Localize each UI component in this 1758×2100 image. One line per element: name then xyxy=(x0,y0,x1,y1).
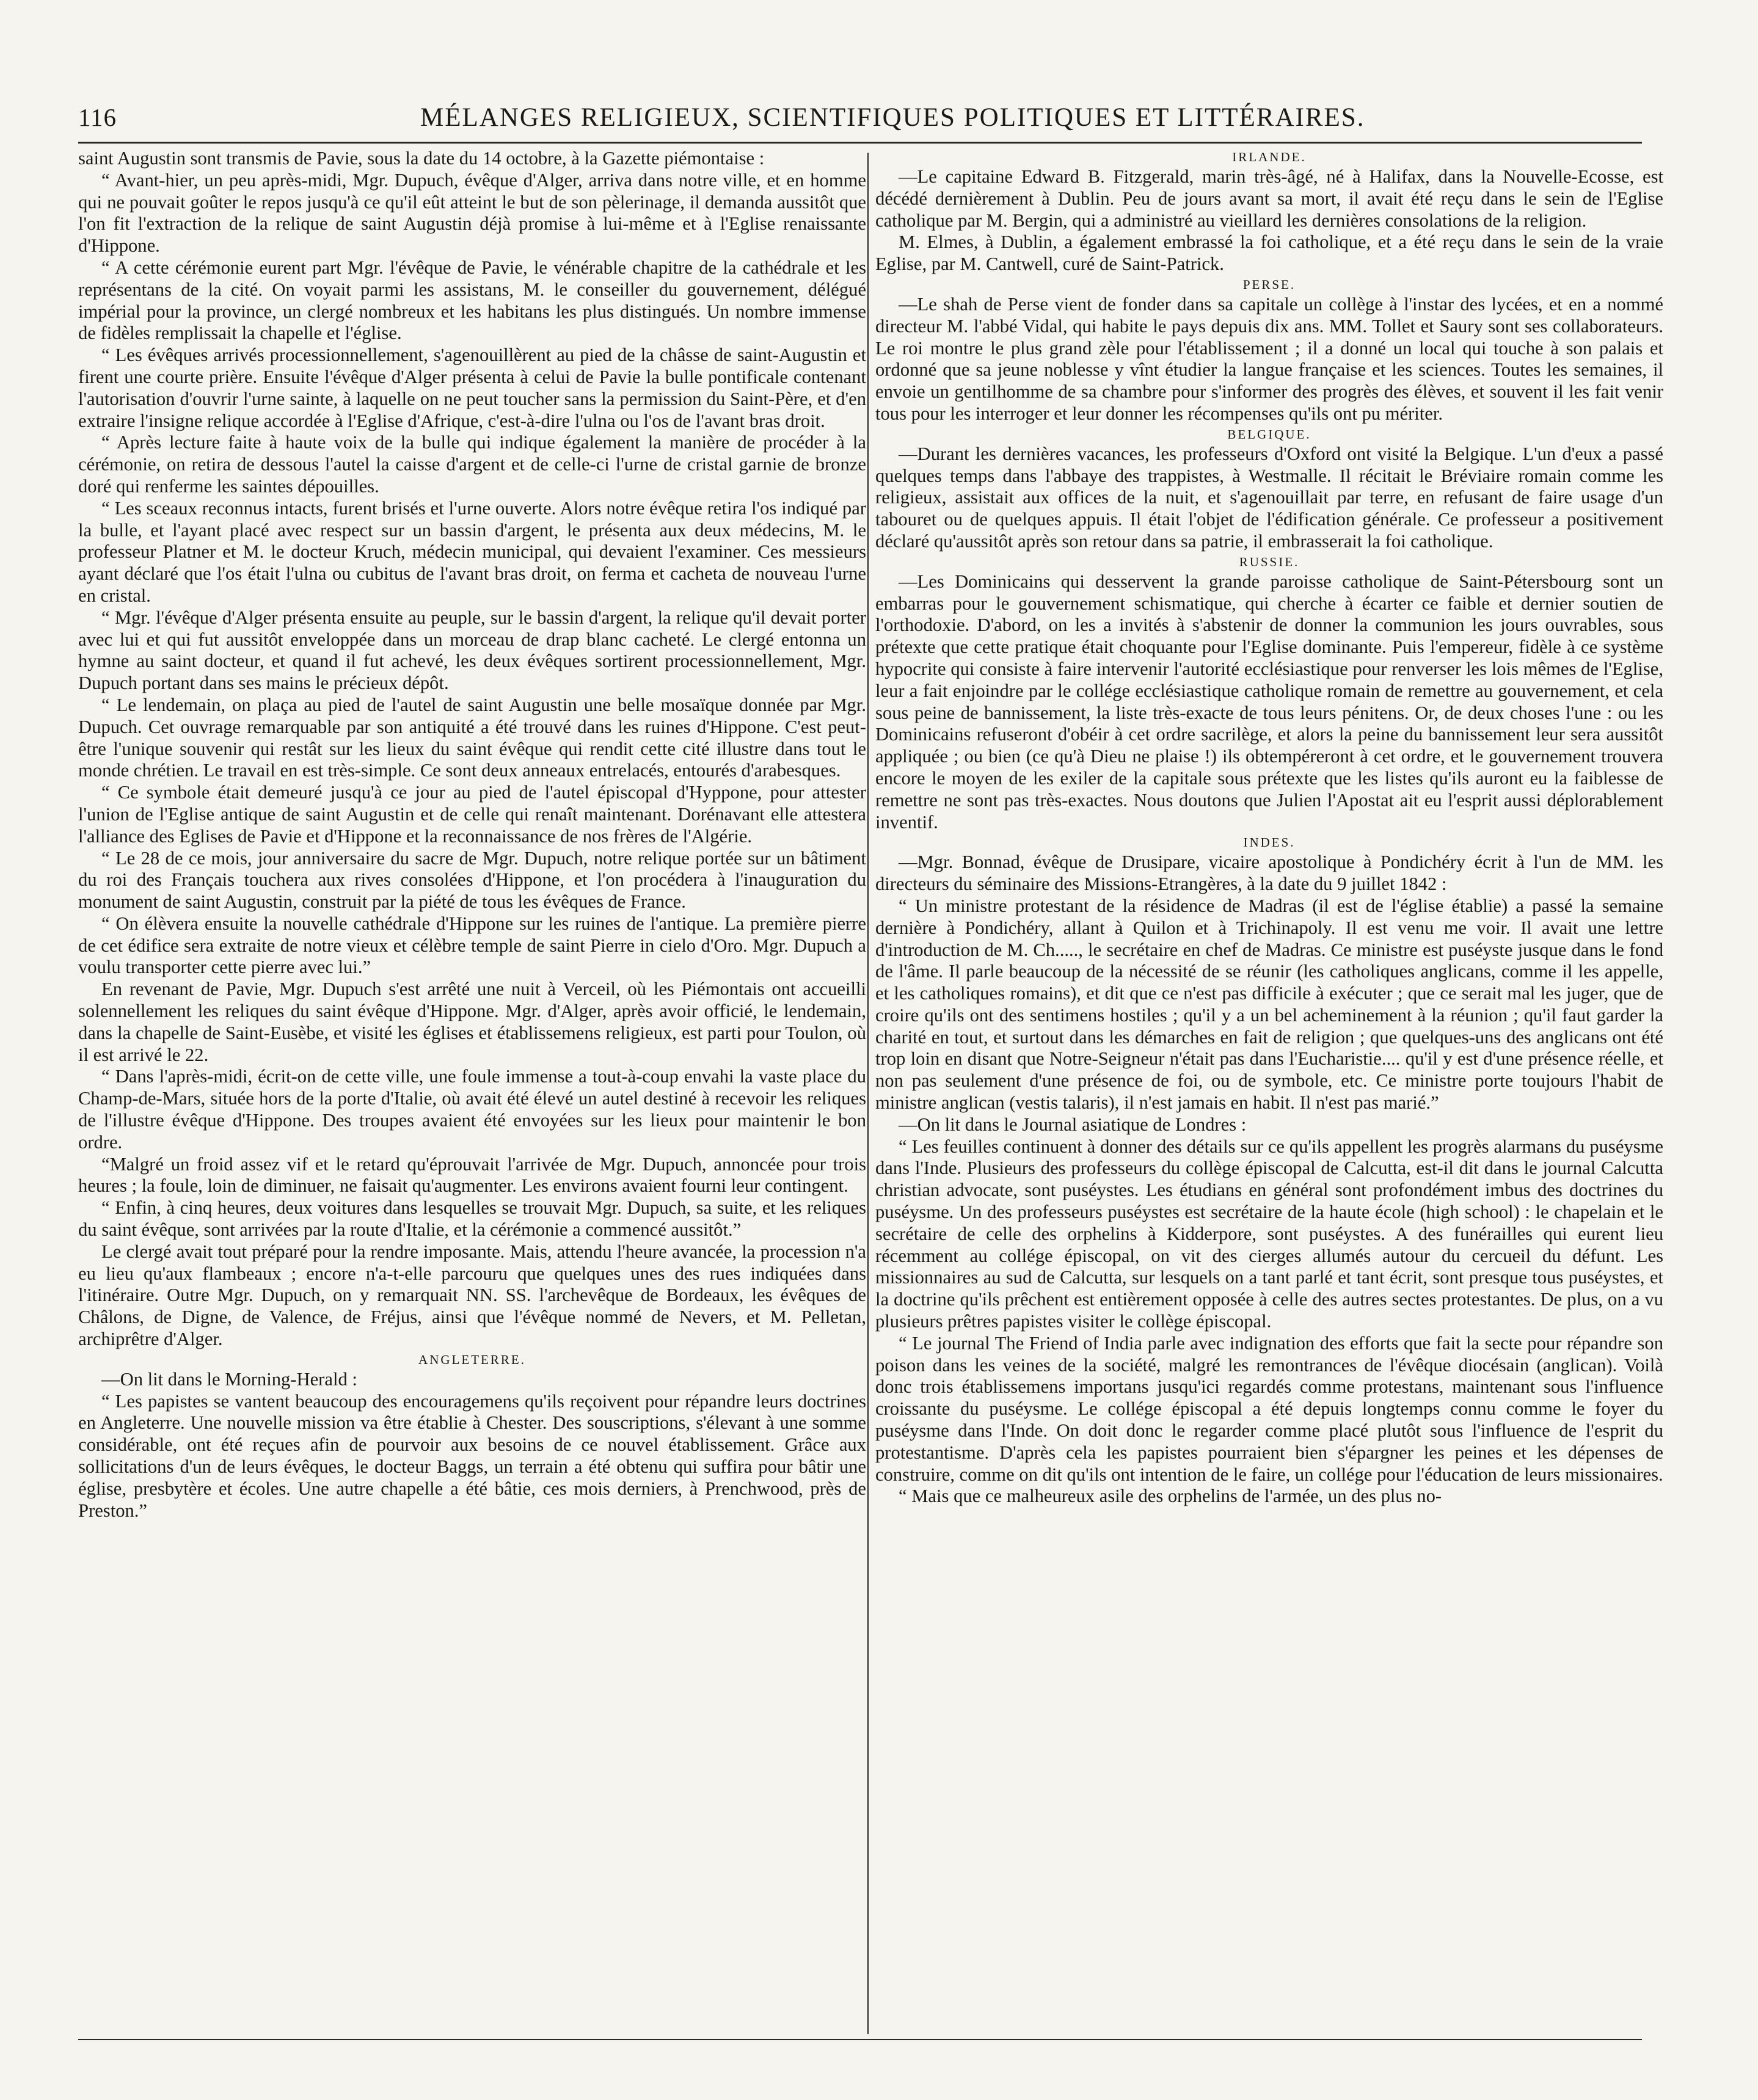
paragraph: “ Le 28 de ce mois, jour anniversaire du sacre de Mgr. Dupuch, notre relique portée sur un bâtiment du roi des Français touchera aux rives consolées d'Hippone, et l'on procédera à l'inauguration du monument de saint Augustin, construit par la piété de tous les évêques de France. xyxy=(78,847,866,913)
paragraph: —Les Dominicains qui desservent la grande paroisse catholique de Saint-Pétersbourg sont un embarras pour le gouvernement schismatique, qui cherche à écarter ce faible et dernier soutien de l'orthodoxie. D'abord, on les a invités à s'abstenir de donner la communion les jours ouvrables, sous prétexte que cette pratique était choquante pour l'Eglise dominante. Puis l'empereur, fidèle à ce système hypocrite qui consiste à faire intervenir l'autorité ecclésiastique pour renverser les lois mêmes de l'Eglise, leur a fait enjoindre par le collége ecclésiastique catholique romain de remettre au gouvernement, et cela sous peine de bannissement, la liste très-exacte de tous leurs pénitens. Or, de deux choses l'une : ou les Dominicains refuseront d'obéir à cet ordre sacrilège, et alors la peine du bannissement leur sera aussitôt appliquée ; ou bien (ce qu'à Dieu ne plaise !) ils obtempéreront à cet ordre, et le gouvernement trouvera encore le moyen de les exiler de la capitale sous prétexte que les listes qu'ils auront eu la faiblesse de remettre ne sont pas très-exactes. Nous doutons que Julien l'Apostat ait eu l'esprit aussi déplorablement inventif. xyxy=(875,571,1663,833)
paragraph: “ Mais que ce malheureux asile des orphelins de l'armée, un des plus no- xyxy=(899,1486,1442,1507)
paragraph: “ Dans l'après-midi, écrit-on de cette ville, une foule immense a tout-à-coup envahi la vaste place du Champ-de-Mars, située hors de la porte d'Italie, où avait été élevé un autel destiné à recevoir les reliques de l'illustre évêque d'Hippone. Des troupes avaient été envoyées sur les lieux pour maintenir le bon ordre. xyxy=(78,1066,866,1153)
paragraph: “ On élèvera ensuite la nouvelle cathédrale d'Hippone sur les ruines de l'antique. La première pierre de cet édifice sera extraite de notre vieux et célèbre temple de saint Pierre in cielo d'Oro. Mgr. Dupuch a voulu transporter cette pierre avec lui.” xyxy=(78,913,866,978)
paragraph: “ Un ministre protestant de la résidence de Madras (il est de l'église établie) a passé la semaine dernière à Pondichéry, allant à Quilon et à Trichinapoly. Il est venu me voir. Il avait une lettre d'introduction de M. Ch....., le secrétaire en chef de Madras. Ce ministre est puséyste jusque dans le fond de l'âme. Il parle beaucoup de la nécessité de se réunir (les catholiques anglicans, comme il les appelle, et les catholiques romains), et dit que ce n'est pas difficile à exécuter ; que ce serait mal les juger, que de croire qu'ils ont des sentimens hostiles ; qu'il y a un bel acheminement à la réunion ; qu'il faut garder la charité en tout, et surtout dans les démarches en fait de religion ; que quelques-uns des anglicans ont été trop loin en disant que Notre-Seigneur n'était pas dans l'Eucharistie.... qu'il y est d'une présence réelle, et non pas seulement d'une présence de foi, ou de symbole, etc. Ce ministre porte toujours l'habit de ministre anglican (vestis talaris), il n'est jamais en habit. Il n'est pas marié.” xyxy=(875,895,1663,1114)
left-column xyxy=(78,148,866,2035)
page-header xyxy=(78,103,1642,139)
paragraph: —On lit dans le Morning-Herald : xyxy=(101,1368,357,1390)
paragraph: Le clergé avait tout préparé pour la rendre imposante. Mais, attendu l'heure avancée, la procession n'a eu lieu qu'aux flambeaux ; encore n'a-t-elle parcouru que quelques unes des rues indiquées dans l'itinéraire. Outre Mgr. Dupuch, on y remarquait NN. SS. l'archevêque de Bordeaux, les évêques de Châlons, de Digne, de Valence, de Fréjus, ainsi que l'évêque nommé de Nevers, et M. Pelletan, archiprêtre d'Alger. xyxy=(78,1241,866,1350)
paragraph: “ Les évêques arrivés processionnellement, s'agenouillèrent au pied de la châsse de saint-Augustin et firent une courte prière. Ensuite l'évêque d'Alger présenta à celui de Pavie la bulle pontificale contenant l'autorisation d'ouvrir l'urne sainte, à laquelle on ne peut toucher sans la permission du Saint-Père, et d'en extraire l'insigne relique accordée à l'Eglise d'Afrique, c'est-à-dire l'ulna ou l'os de l'avant bras droit. xyxy=(78,345,866,431)
paragraph: En revenant de Pavie, Mgr. Dupuch s'est arrêté une nuit à Verceil, où les Piémontais ont accueilli solennellement les reliques du saint évêque d'Hippone. Mgr. d'Alger, après avoir officié, le lendemain, dans la chapelle de Saint-Eusèbe, et visité les églises et établissemens religieux, est parti pour Toulon, où il est arrivé le 22. xyxy=(78,979,866,1065)
paragraph: “Malgré un froid assez vif et le retard qu'éprouvait l'arrivée de Mgr. Dupuch, annoncée pour trois heures ; la foule, loin de diminuer, ne faisait qu'augmenter. Les environs avaient fourni leur contingent. xyxy=(78,1153,866,1197)
section-heading-perse: PERSE. xyxy=(1242,277,1296,292)
paragraph: “ A cette cérémonie eurent part Mgr. l'évêque de Pavie, le vénérable chapitre de la cathédrale et les représentans de la cité. On voyait parmi les assistans, M. le conseiller du gouvernement, délégué impérial pour la province, un clergé nombreux et les habitans les plus distingués. Un nombre immense de fidèles remplissait la chapelle et l'église. xyxy=(78,257,866,344)
paragraph: —On lit dans le Journal asiatique de Londres : xyxy=(899,1114,1247,1135)
paragraph: “ Avant-hier, un peu après-midi, Mgr. Dupuch, évêque d'Alger, arriva dans notre ville, et en homme qui ne pouvait goûter le repos jusqu'à ce qu'il eût atteint le but de son pèlerinage, il demanda aussitôt que l'on fit l'extraction de la relique de saint Augustin déjà promise à lui-même et à l'Eglise renaissante d'Hippone. xyxy=(78,169,866,257)
paragraph: “ Les feuilles continuent à donner des détails sur ce qu'ils appellent les progrès alarmans du puséysme dans l'Inde. Plusieurs des professeurs du collège épiscopal de Calcutta, est-il dit dans le journal Calcutta christian advocate, sont puséystes. Les étudians en général sont profondément imbus des doctrines du puséysme. Un des professeurs puséystes est secrétaire de la haute école (high school) : le chapelain et le secrétaire de celle des orphelins à Kidderpore, sont puséystes. A des funérailles qui eurent lieu récemment au collége épiscopal, on vit des cierges allumés autour du cercueil du défunt. Les missionnaires au sud de Calcutta, sur lesquels on a tant parlé et tant écrit, sont presque tous puséystes, et la doctrine qu'ils prêchent est entièrement opposée à celle des autres sectes protestantes. De plus, on a vu plusieurs prêtres papistes visiter le collège épiscopal. xyxy=(875,1136,1663,1332)
column-divider xyxy=(867,153,869,2034)
paragraph: M. Elmes, à Dublin, a également embrassé la foi catholique, et a été reçu dans le sein de la vraie Eglise, par M. Cantwell, curé de Saint-Patrick. xyxy=(875,232,1663,275)
section-heading-irlande: IRLANDE. xyxy=(1232,150,1307,164)
paragraph: “ Enfin, à cinq heures, deux voitures dans lesquelles se trouvait Mgr. Dupuch, sa suite, et les reliques du saint évêque, sont arrivées par la route d'Italie, et la cérémonie a commencé aussitôt.” xyxy=(78,1197,866,1241)
paragraph: —Mgr. Bonnad, évêque de Drusipare, vicaire apostolique à Pondichéry écrit à l'un de MM. les directeurs du séminaire des Missions-Etrangères, à la date du 9 juillet 1842 : xyxy=(875,851,1663,895)
paragraph: “ Les sceaux reconnus intacts, furent brisés et l'urne ouverte. Alors notre évêque retira l'os indiqué par la bulle, et l'ayant placé avec respect sur un bassin d'argent, le présenta aux deux médecins, M. le professeur Platner et M. le docteur Kruch, médecin municipal, qui devaient l'examiner. Ces messieurs ayant déclaré que l'os était l'ulna ou cubitus de l'avant bras droit, on ferma et cacheta de nouveau l'urne en cristal. xyxy=(78,497,866,606)
right-column xyxy=(875,148,1663,2035)
paragraph: “ Le lendemain, on plaça au pied de l'autel de saint Augustin une belle mosaïque donnée par Mgr. Dupuch. Cet ouvrage remarquable par son antiquité a été trouvé dans les ruines d'Hippone. C'est peut-être l'unique souvenir qui restât sur les lieux du saint évêque qui rendit cette cité illustre dans tout le monde chrétien. Le travail en est très-simple. Ce sont deux anneaux entrelacés, entourés d'arabesques. xyxy=(78,694,866,781)
paragraph: saint Augustin sont transmis de Pavie, sous la date du 14 octobre, à la Gazette piémontaise : xyxy=(78,148,765,169)
footer-rule xyxy=(78,2039,1642,2040)
paragraph: “ Ce symbole était demeuré jusqu'à ce jour au pied de l'autel épiscopal d'Hyppone, pour attester l'union de l'Eglise antique de saint Augustin et de celle qui renaît maintenant. Dorénavant elle attestera l'alliance des Eglises de Pavie et d'Hippone et la reconnaissance de nos frères de l'Algérie. xyxy=(78,782,866,847)
section-heading-belgique: BELGIQUE. xyxy=(1227,426,1311,442)
page-number: 116 xyxy=(78,103,117,131)
section-heading-russie: RUSSIE. xyxy=(1239,554,1300,569)
paragraph: “ Le journal The Friend of India parle avec indignation des efforts que fait la secte pour répandre son poison dans les veines de la société, malgré les remontrances de l'évêque diocésain (anglican). Voilà donc trois établissemens importans jusqu'ici regardés comme protestans, maintenant sous l'influence croissante du puséysme. Le collége épiscopal a été depuis longtemps connu comme le foyer du puséysme dans l'Inde. On doit donc le regarder comme placé plutôt sous l'influence de l'esprit du protestantisme. D'après cela les papistes pourraient bien s'épargner les peines et les dépenses de construire, comme on dit qu'ils ont intention de le faire, un collége pour l'éducation de leurs missionaires. xyxy=(875,1332,1663,1485)
section-heading-angleterre: ANGLETERRE. xyxy=(418,1352,526,1367)
paragraph: “ Mgr. l'évêque d'Alger présenta ensuite au peuple, sur le bassin d'argent, la relique qu'il devait porter avec lui et qui fut aussitôt enveloppée dans un morceau de drap blanc cacheté. Le clergé entonna un hymne au saint docteur, et quand il fut achevé, les deux évêques sortirent processionnellement, Mgr. Dupuch portant dans ses mains le précieux dépôt. xyxy=(78,607,866,694)
header-rule xyxy=(78,142,1642,144)
paragraph: —Le shah de Perse vient de fonder dans sa capitale un collège à l'instar des lycées, et en a nommé directeur M. l'abbé Vidal, qui habite le pays depuis dix ans. MM. Tollet et Saury sont ses collaborateurs. Le roi montre le plus grand zèle pour l'établissement ; il a donné un local qui touche à son palais et ordonné que sa jeune noblesse y vînt étudier la langue française et les sciences. Toutes les semaines, il envoie un gentilhomme de sa chambre pour s'informer des progrès des élèves, et souvent il les fait venir tous pour les interroger et leur donner les récompenses qu'ils ont pu mériter. xyxy=(875,293,1663,424)
paragraph: —Durant les dernières vacances, les professeurs d'Oxford ont visité la Belgique. L'un d'eux a passé quelques temps dans l'abbaye des trappistes, à Westmalle. Il récitait le Bréviaire romain comme les religieux, assistait aux offices de la nuit, et s'agenouillait par terre, en refusant de faire usage d'un tabouret ou de quelques appuis. Il était l'objet de l'édification générale. Ce professeur a positivement déclaré qu'aussitôt après son retour dans sa patrie, il embrasserait la foi catholique. xyxy=(875,443,1663,552)
section-heading-indes: INDES. xyxy=(1243,835,1296,850)
paragraph: —Le capitaine Edward B. Fitzgerald, marin très-âgé, né à Halifax, dans la Nouvelle-Ecosse, est décédé dernièrement à Dublin. Peu de jours avant sa mort, il avait été reçu dans le sein de l'Eglise catholique par M. Bergin, qui a administré au vieillard les dernières consolations de la religion. xyxy=(875,166,1663,231)
paragraph: “ Après lecture faite à haute voix de la bulle qui indique également la manière de procéder à la cérémonie, on retira de dessous l'autel la caisse d'argent et de celle-ci l'urne de cristal garnie de bronze doré qui renferme les saintes dépouilles. xyxy=(78,432,866,497)
running-title: MÉLANGES RELIGIEUX, SCIENTIFIQUES POLITIQUES ET LITTÉRAIRES. xyxy=(420,103,1365,132)
paragraph: “ Les papistes se vantent beaucoup des encouragemens qu'ils reçoivent pour répandre leurs doctrines en Angleterre. Une nouvelle mission va être établie à Chester. Des souscriptions, s'élevant à une somme considérable, ont été reçues afin de pourvoir aux besoins de ce nouvel établissement. Grâce aux sollicitations d'un de leurs évêques, le docteur Baggs, un terrain a été obtenu qui suffira pour bâtir une église, presbytère et écoles. Une autre chapelle a été bâtie, ces mois derniers, à Prenchwood, près de Preston.” xyxy=(78,1390,866,1521)
